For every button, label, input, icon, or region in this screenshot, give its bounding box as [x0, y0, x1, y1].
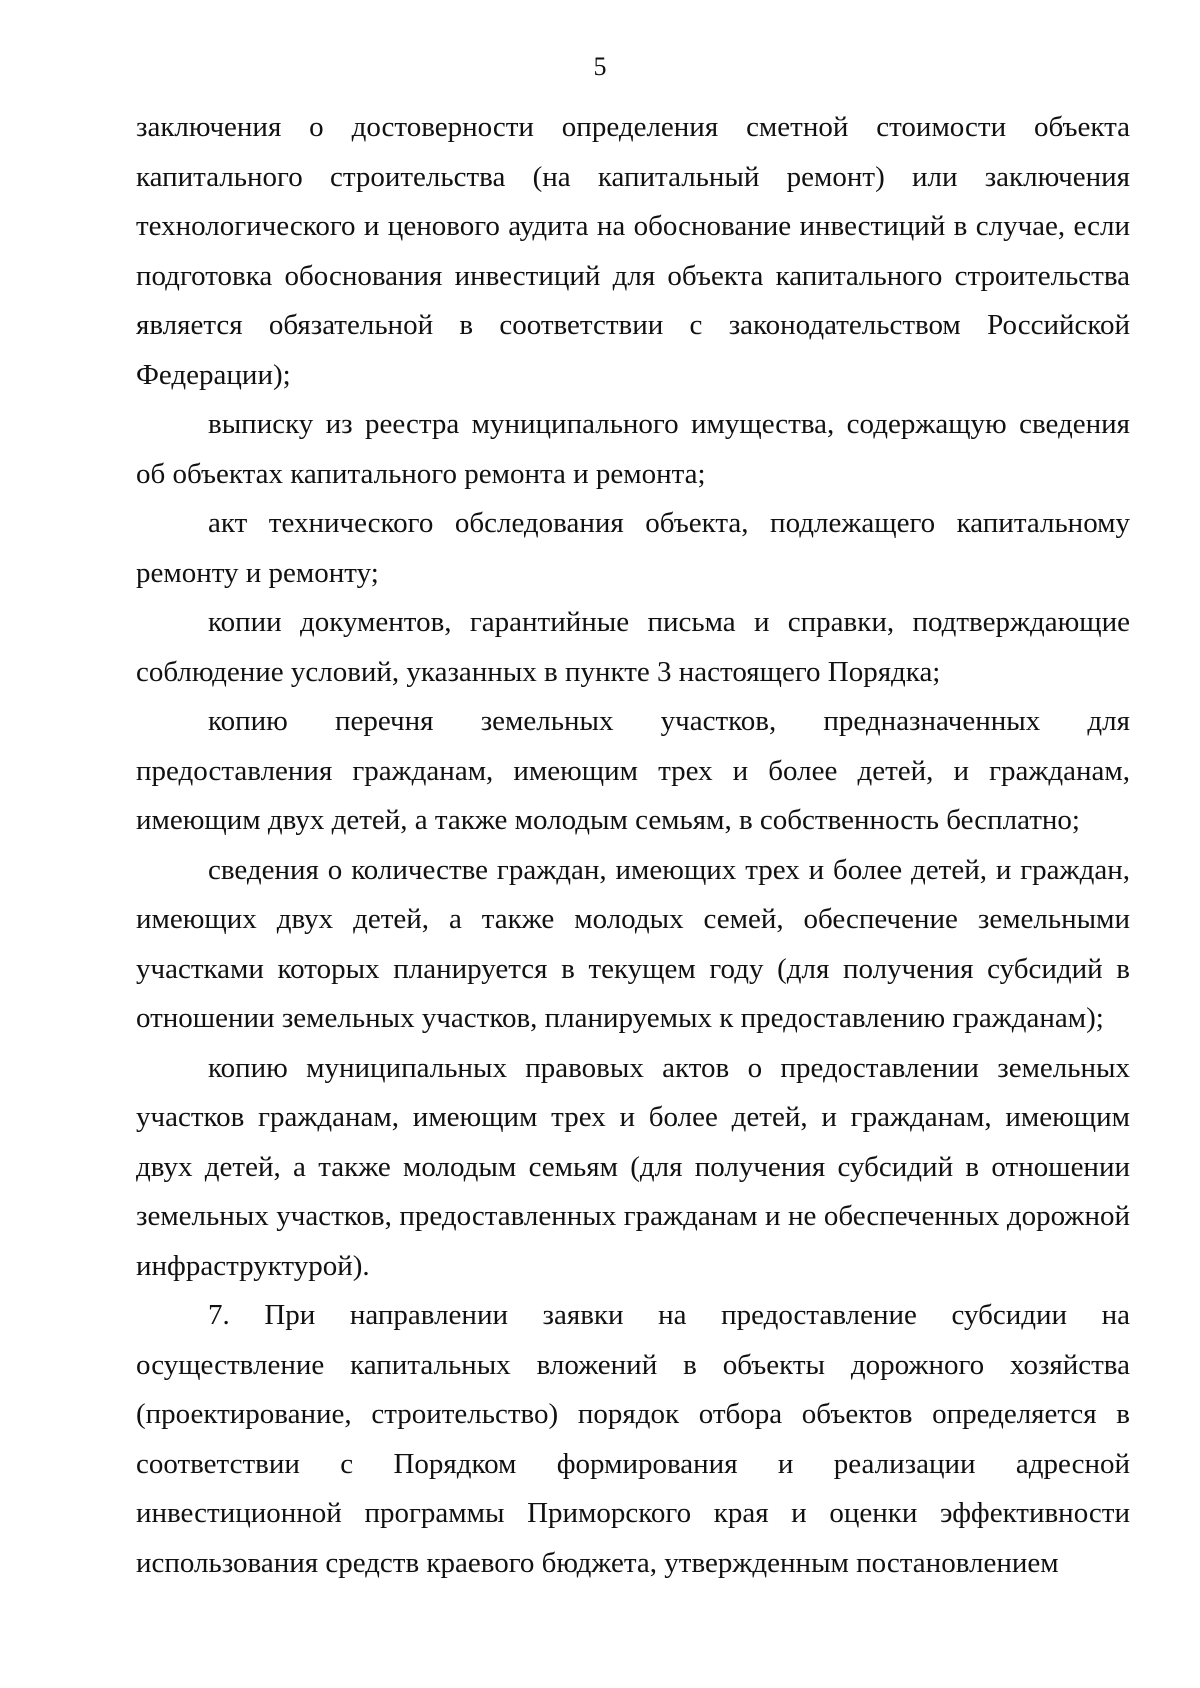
document-body	[136, 103, 1130, 1588]
paragraph-document-copies: копии документов, гарантийные письма и справки, подтверждающие соблюдение условий, указанных в пункте 3 настоящего Порядка;	[136, 606, 1130, 688]
paragraph-technical-inspection-act: акт технического обследования объекта, подлежащего капитальному ремонту и ремонту;	[136, 507, 1130, 589]
paragraph-municipal-acts: копию муниципальных правовых актов о предоставлении земельных участков гражданам, имеющим трех и более детей, и гражданам, имеющим двух детей, а также молодым семьям (для получения субсидий в отношении земельных участков, предоставленных гражданам и не обеспеченных дорожной инфраструктурой).	[136, 1051, 1130, 1282]
paragraph-citizens-information: сведения о количестве граждан, имеющих трех и более детей, и граждан, имеющих двух детей, а также молодых семей, обеспечение земельными участками которых планируется в текущем году (для получения субсидий в отношении земельных участков, планируемых к предоставлению гражданам);	[136, 853, 1130, 1034]
paragraph-item-7: 7. При направлении заявки на предоставление субсидии на осуществление капитальных вложений в объекты дорожного хозяйства (проектирование, строительство) порядок отбора объектов определяется в соответствии с Порядком формирования и реализации адресной инвестиционной программы Приморского края и оценки эффективности использования средств краевого бюджета, утвержденным постановлением	[136, 1299, 1130, 1579]
page-number: 5	[593, 52, 607, 81]
paragraph-conclusion-documents: заключения о достоверности определения сметной стоимости объекта капитального строительства (на капитальный ремонт) или заключения технологического и ценового аудита на обоснование инвестиций в случае, если подготовка обоснования инвестиций для объекта капитального строительства является обязательной в соответствии с законодательством Российской Федерации);	[136, 111, 1130, 391]
paragraph-property-register-extract: выписку из реестра муниципального имущества, содержащую сведения об объектах капитального ремонта и ремонта;	[136, 408, 1130, 490]
paragraph-land-plots-list: копию перечня земельных участков, предназначенных для предоставления гражданам, имеющим трех и более детей, и гражданам, имеющим двух детей, а также молодым семьям, в собственность бесплатно;	[136, 705, 1130, 836]
